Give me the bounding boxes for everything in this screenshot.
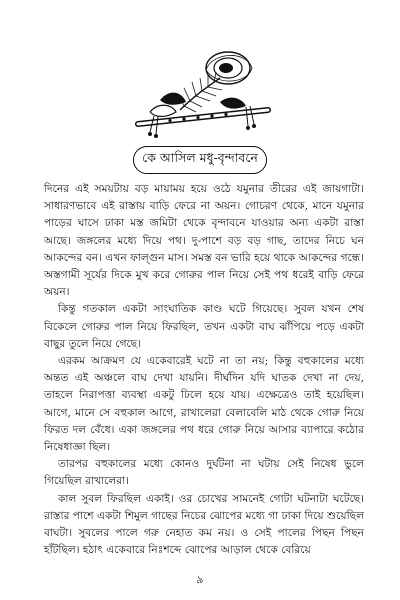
chapter-body: [44, 181, 364, 559]
paragraph: এরকম আক্রমণ যে একেবারেই ঘটে না তা নয়; কিন্তু বহুকালের মধ্যে অন্তত এই অঞ্চলে বাঘ দেখা যায়নি। দীর্ঘদিন যদি ঘাতক দেখা না দেয়, তাহলে নিরাপত্তা ব্যবস্থা একটু ঢিলে হয়ে যায়। এক্ষেত্রেও তাই হয়েছিল। আগে, মানে সে বহুকাল আগে, রাখালেরা বেলাবেলি মাঠ থেকে গোরু নিয়ে ফিরত দল বেঁধে। একা জঙ্গলের পথ ধরে গোরু নিয়ে আসার ব্যাপারে কঠোর নিষেধাজ্ঞা ছিল।: [44, 355, 364, 454]
paragraph: কাল সুবল ফিরছিল একাই। ওর চোখের সামনেই গোটা ঘটনাটা ঘটেছে। রাস্তার পাশে একটা শিমুল গাছের নিচের ঝোপের মধ্যে গা ঢাকা দিয়ে শুয়েছিল বাঘটা। সুবলের পালে গরু নেহাত কম নয়। ও সেই পালের পিছন পিছন হাঁটছিল। হঠাৎ একেবারে নিঃশব্দে ঝোপের আড়াল থেকে বেরিয়ে: [44, 492, 364, 557]
paragraph: কিন্তু গতকাল একটা সাংঘাতিক কাণ্ড ঘটে গিয়েছে। সুবল যখন শেষ বিকেলে গোরুর পাল নিয়ে ফিরছিল, তখন একটা বাঘ ঝাঁপিয়ে পড়ে একটা বাছুর তুলে নিয়ে গেছে।: [44, 303, 364, 350]
paragraph: দিনের এই সময়টায় বড় মায়াময় হয়ে ওঠে যমুনার তীরের এই জায়গাটা। সাধারণভাবে এই রাস্তায় বাড়ি ফেরে না অয়ন। গোচরণ থেকে, মানে যমুনার পাড়ের ঘাসে ঢাকা মস্ত জমিটা থেকে বৃন্দাবনে যাওয়ার অন্য একটা রাস্তা আছে। জঙ্গলের মধ্যে দিয়ে পথ। দু-পাশে বড় বড় গাছ, তাদের নিচে ঘন আকন্দের বন। এখন ফাল্গুন মাস। সমস্ত বন ভারি হয়ে থাকে আকন্দের গন্ধে। অস্তগামী সূর্যের দিকে মুখ করে গোরুর পাল নিয়ে সেই পথ ধরেই বাড়ি ফেরে অয়ন।: [44, 183, 364, 299]
chapter-title-box: [133, 146, 267, 174]
peacock-feather-and-flute-icon: [120, 40, 280, 140]
paragraph: তারপর বহুকালের মধ্যে কোনও দুর্ঘটনা না ঘটায় সেই নিষেধ ভুলে গিয়েছিল রাখালেরা।: [44, 458, 364, 488]
chapter-title: কে আসিল মধু-বৃন্দাবনে: [142, 150, 258, 165]
page-number: ৯: [196, 573, 204, 586]
